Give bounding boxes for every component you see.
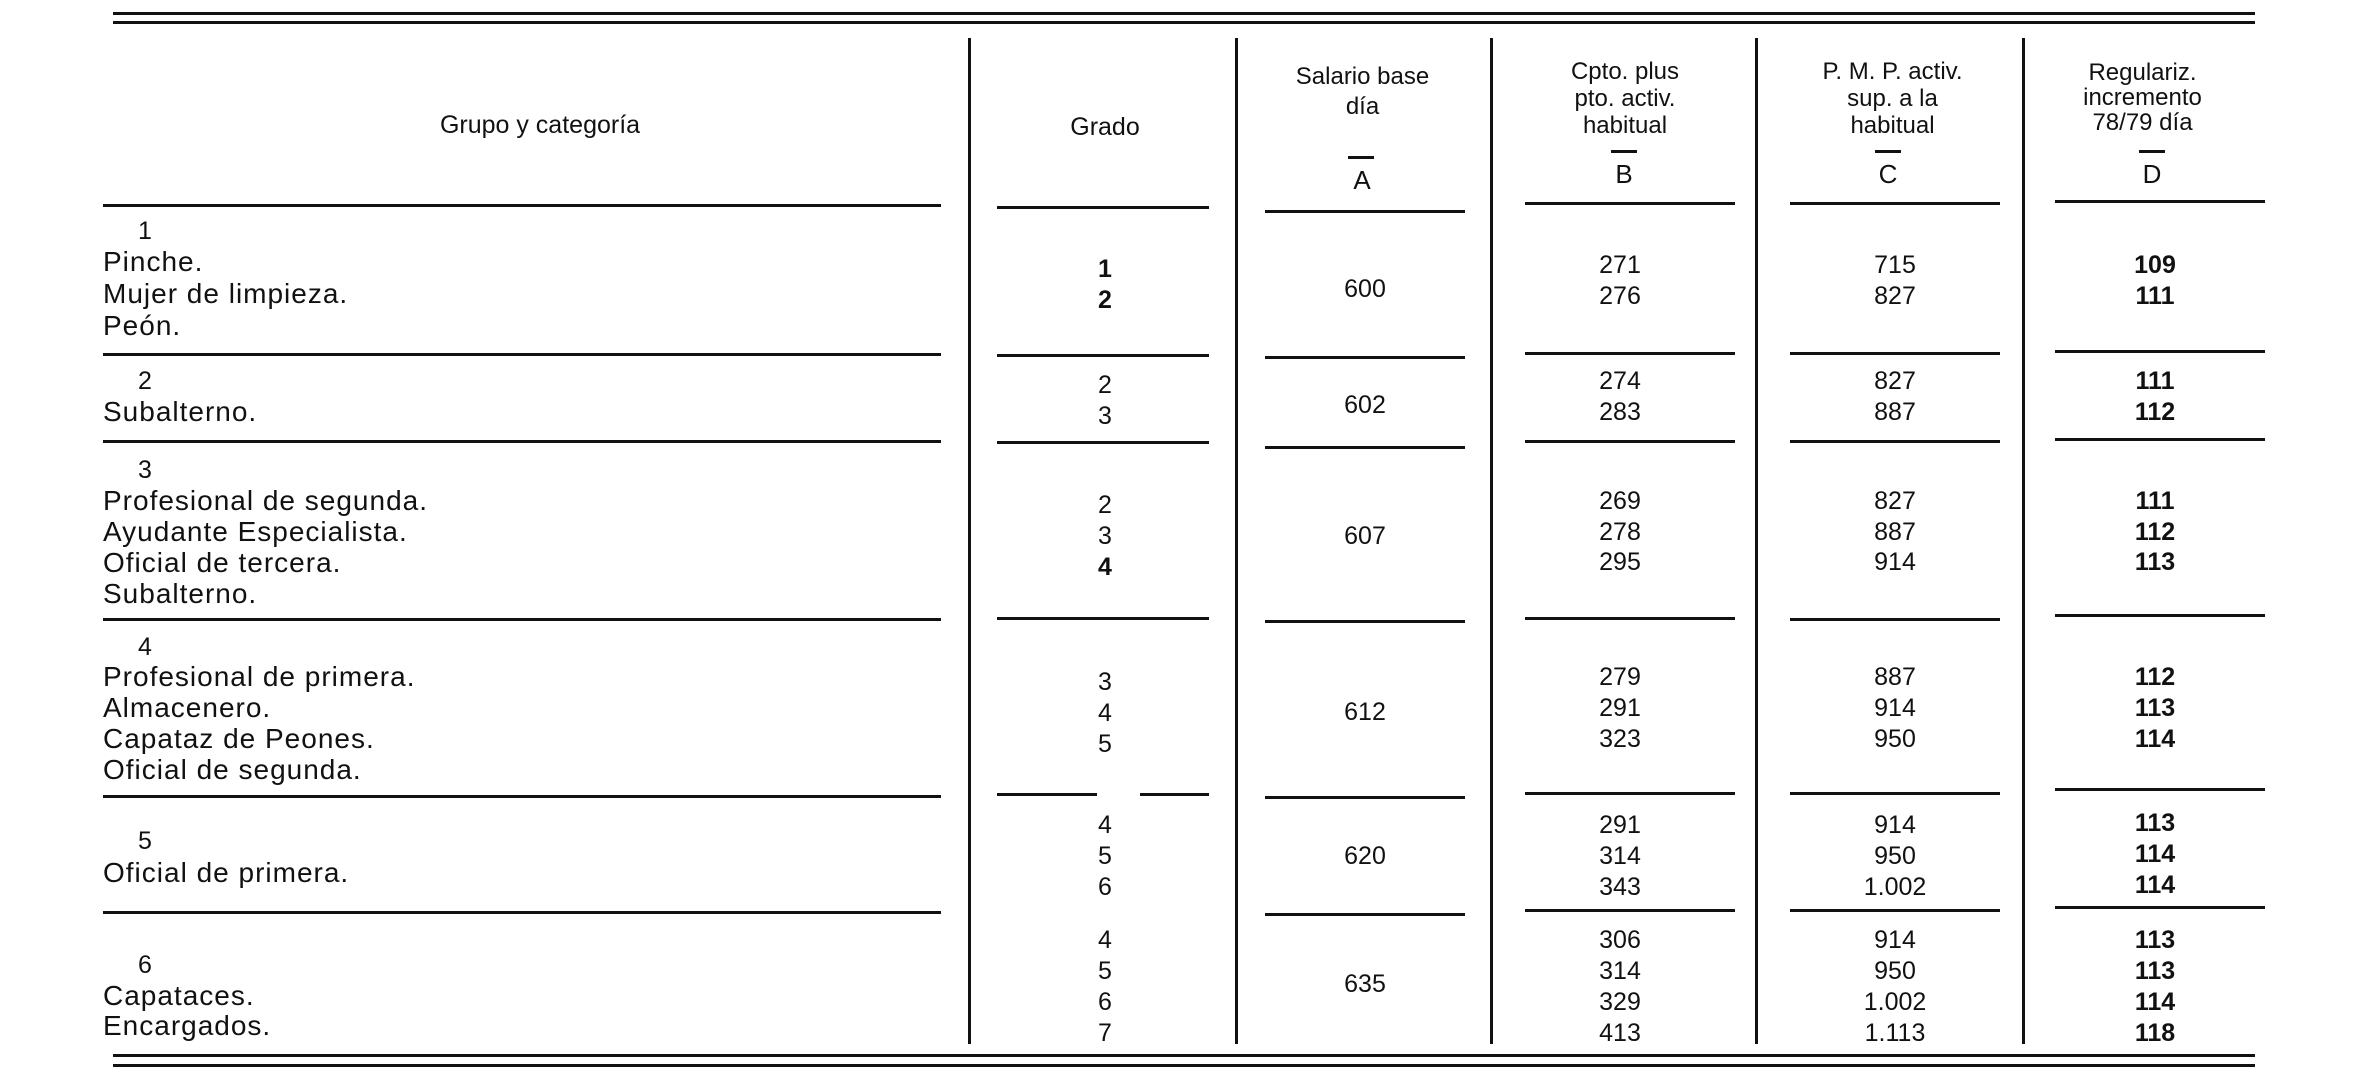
header-letter-b: B xyxy=(1615,159,1633,189)
salario-base-value: 607 xyxy=(1344,522,1386,550)
row-separator xyxy=(1790,792,2000,795)
regulariz-value: 113 xyxy=(2134,926,2176,954)
header-a: Salario base día xyxy=(1295,63,1430,120)
regulariz-value: 114 xyxy=(2134,871,2176,899)
plus-habitual-value: 271 xyxy=(1599,251,1641,279)
pmp-value: 827 xyxy=(1874,487,1916,515)
group-number: 1 xyxy=(138,217,152,245)
pmp-value: 914 xyxy=(1874,926,1916,954)
grado-value: 3 xyxy=(1098,668,1112,696)
plus-habitual-value: 306 xyxy=(1599,926,1641,954)
salario-base-value: 620 xyxy=(1344,842,1386,870)
row-separator xyxy=(1525,617,1735,620)
group-number: 3 xyxy=(138,456,152,484)
pmp-value: 950 xyxy=(1874,842,1916,870)
regulariz-value: 111 xyxy=(2135,282,2175,310)
regulariz-value: 113 xyxy=(2134,957,2176,985)
col-sep-2 xyxy=(1235,38,1238,1044)
salario-base-value: 602 xyxy=(1344,391,1386,419)
grado-value: 5 xyxy=(1098,957,1112,985)
plus-habitual-value: 279 xyxy=(1599,663,1641,691)
overbar-a xyxy=(1348,156,1374,159)
group-number: 5 xyxy=(138,827,152,855)
top-rule-inner xyxy=(113,21,2255,24)
header-letter-d: D xyxy=(2142,159,2162,189)
grado-value: 2 xyxy=(1098,286,1112,314)
row-separator xyxy=(2055,614,2265,617)
header-grupo: Grupo y categoría xyxy=(439,111,641,139)
regulariz-value: 112 xyxy=(2134,518,2176,546)
category-label: Oficial de tercera. xyxy=(103,547,342,578)
header-underline-grado xyxy=(997,206,1209,209)
header-underline-c xyxy=(1790,202,2000,205)
row-separator xyxy=(997,617,1209,620)
category-label: Peón. xyxy=(103,310,182,341)
category-label: Capataces. xyxy=(103,980,255,1011)
pmp-value: 715 xyxy=(1874,251,1916,279)
pmp-value: 950 xyxy=(1874,725,1916,753)
row-separator xyxy=(1790,352,2000,355)
category-label: Oficial de primera. xyxy=(103,857,350,888)
row-separator xyxy=(2055,788,2265,791)
group-number: 6 xyxy=(138,951,152,979)
header-underline-b xyxy=(1525,202,1735,205)
grado-value: 4 xyxy=(1098,811,1112,839)
grado-value: 2 xyxy=(1098,371,1112,399)
plus-habitual-value: 314 xyxy=(1599,842,1641,870)
grado-value: 6 xyxy=(1098,873,1112,901)
plus-habitual-value: 323 xyxy=(1599,725,1641,753)
category-label: Profesional de primera. xyxy=(103,661,416,692)
category-label: Profesional de segunda. xyxy=(103,485,428,516)
pmp-value: 914 xyxy=(1874,694,1916,722)
grado-value: 4 xyxy=(1098,553,1112,581)
header-underline-d xyxy=(2055,200,2265,203)
grado-value: 4 xyxy=(1098,926,1112,954)
row-separator xyxy=(103,440,941,443)
grado-value: 5 xyxy=(1098,842,1112,870)
plus-habitual-value: 278 xyxy=(1599,518,1641,546)
grado-value: 2 xyxy=(1098,491,1112,519)
row-separator xyxy=(1525,909,1735,912)
grado-value: 3 xyxy=(1098,522,1112,550)
plus-habitual-value: 269 xyxy=(1599,487,1641,515)
header-letter-a: A xyxy=(1353,165,1371,195)
regulariz-value: 114 xyxy=(2134,840,2176,868)
regulariz-value: 113 xyxy=(2134,694,2176,722)
plus-habitual-value: 295 xyxy=(1599,548,1641,576)
category-label: Ayudante Especialista. xyxy=(103,516,408,547)
row-separator xyxy=(2055,906,2265,909)
row-separator xyxy=(1525,440,1735,443)
category-label: Subalterno. xyxy=(103,396,258,427)
pmp-value: 914 xyxy=(1874,548,1916,576)
regulariz-value: 111 xyxy=(2135,367,2175,395)
pmp-value: 1.113 xyxy=(1864,1019,1926,1047)
category-label: Subalterno. xyxy=(103,578,258,609)
salario-base-value: 635 xyxy=(1344,970,1386,998)
pmp-value: 887 xyxy=(1874,518,1916,546)
header-d: Regulariz. incremento 78/79 día xyxy=(2083,59,2202,136)
regulariz-value: 109 xyxy=(2134,251,2176,279)
category-label: Capataz de Peones. xyxy=(103,723,375,754)
top-rule-outer xyxy=(113,12,2255,15)
overbar-b xyxy=(1611,150,1637,153)
row-separator xyxy=(2055,350,2265,353)
row-separator xyxy=(103,618,941,621)
pmp-value: 1.002 xyxy=(1863,873,1927,901)
salario-base-value: 600 xyxy=(1344,275,1386,303)
row-separator xyxy=(1265,446,1465,449)
row-separator xyxy=(1525,352,1735,355)
plus-habitual-value: 291 xyxy=(1599,694,1641,722)
category-label: Oficial de segunda. xyxy=(103,754,362,785)
pmp-value: 827 xyxy=(1874,367,1916,395)
plus-habitual-value: 276 xyxy=(1599,282,1641,310)
regulariz-value: 111 xyxy=(2135,487,2175,515)
row-separator xyxy=(997,793,1097,796)
regulariz-value: 114 xyxy=(2134,725,2176,753)
row-separator xyxy=(1525,792,1735,795)
plus-habitual-value: 314 xyxy=(1599,957,1641,985)
row-separator xyxy=(1790,440,2000,443)
grado-value: 3 xyxy=(1098,402,1112,430)
row-separator xyxy=(103,353,941,356)
plus-habitual-value: 283 xyxy=(1599,398,1641,426)
bottom-rule-inner xyxy=(113,1064,2255,1067)
plus-habitual-value: 291 xyxy=(1599,811,1641,839)
regulariz-value: 112 xyxy=(2134,663,2176,691)
header-underline-grupo xyxy=(103,204,941,207)
regulariz-value: 114 xyxy=(2134,988,2176,1016)
row-separator xyxy=(1790,618,2000,621)
salario-base-value: 612 xyxy=(1344,698,1386,726)
header-letter-c: C xyxy=(1878,159,1898,189)
pmp-value: 887 xyxy=(1874,663,1916,691)
col-sep-3 xyxy=(1490,38,1493,1044)
header-c: P. M. P. activ. sup. a la habitual xyxy=(1822,58,1963,139)
row-separator xyxy=(2055,438,2265,441)
row-separator xyxy=(997,441,1209,444)
header-grado: Grado xyxy=(1070,113,1140,141)
group-number: 2 xyxy=(138,367,152,395)
row-separator xyxy=(1140,793,1209,796)
col-sep-1 xyxy=(968,38,971,1044)
plus-habitual-value: 329 xyxy=(1599,988,1641,1016)
row-separator xyxy=(1790,909,2000,912)
grado-value: 6 xyxy=(1098,988,1112,1016)
overbar-c xyxy=(1875,150,1901,153)
row-separator xyxy=(1265,796,1465,799)
pmp-value: 914 xyxy=(1874,811,1916,839)
group-number: 4 xyxy=(138,633,152,661)
pmp-value: 887 xyxy=(1874,398,1916,426)
overbar-d xyxy=(2139,150,2165,153)
header-underline-a xyxy=(1265,210,1465,213)
col-sep-4 xyxy=(1755,38,1758,1044)
grado-value: 7 xyxy=(1098,1019,1112,1047)
category-label: Encargados. xyxy=(103,1010,272,1041)
pmp-value: 1.002 xyxy=(1863,988,1927,1016)
pmp-value: 950 xyxy=(1874,957,1916,985)
row-separator xyxy=(1265,356,1465,359)
row-separator xyxy=(997,354,1209,357)
row-separator xyxy=(103,911,941,914)
pmp-value: 827 xyxy=(1874,282,1916,310)
grado-value: 1 xyxy=(1098,255,1112,283)
category-label: Almacenero. xyxy=(103,692,272,723)
row-separator xyxy=(1265,620,1465,623)
regulariz-value: 112 xyxy=(2134,398,2176,426)
row-separator xyxy=(1265,913,1465,916)
category-label: Pinche. xyxy=(103,246,204,277)
header-b: Cpto. plus pto. activ. habitual xyxy=(1570,58,1680,139)
bottom-rule-outer xyxy=(113,1054,2255,1057)
plus-habitual-value: 413 xyxy=(1599,1019,1641,1047)
grado-value: 5 xyxy=(1098,730,1112,758)
col-sep-5 xyxy=(2022,38,2025,1044)
regulariz-value: 113 xyxy=(2134,809,2176,837)
plus-habitual-value: 343 xyxy=(1599,873,1641,901)
grado-value: 4 xyxy=(1098,699,1112,727)
category-label: Mujer de limpieza. xyxy=(103,278,349,309)
plus-habitual-value: 274 xyxy=(1599,367,1641,395)
regulariz-value: 118 xyxy=(2134,1019,2176,1047)
regulariz-value: 113 xyxy=(2134,548,2176,576)
row-separator xyxy=(103,795,941,798)
